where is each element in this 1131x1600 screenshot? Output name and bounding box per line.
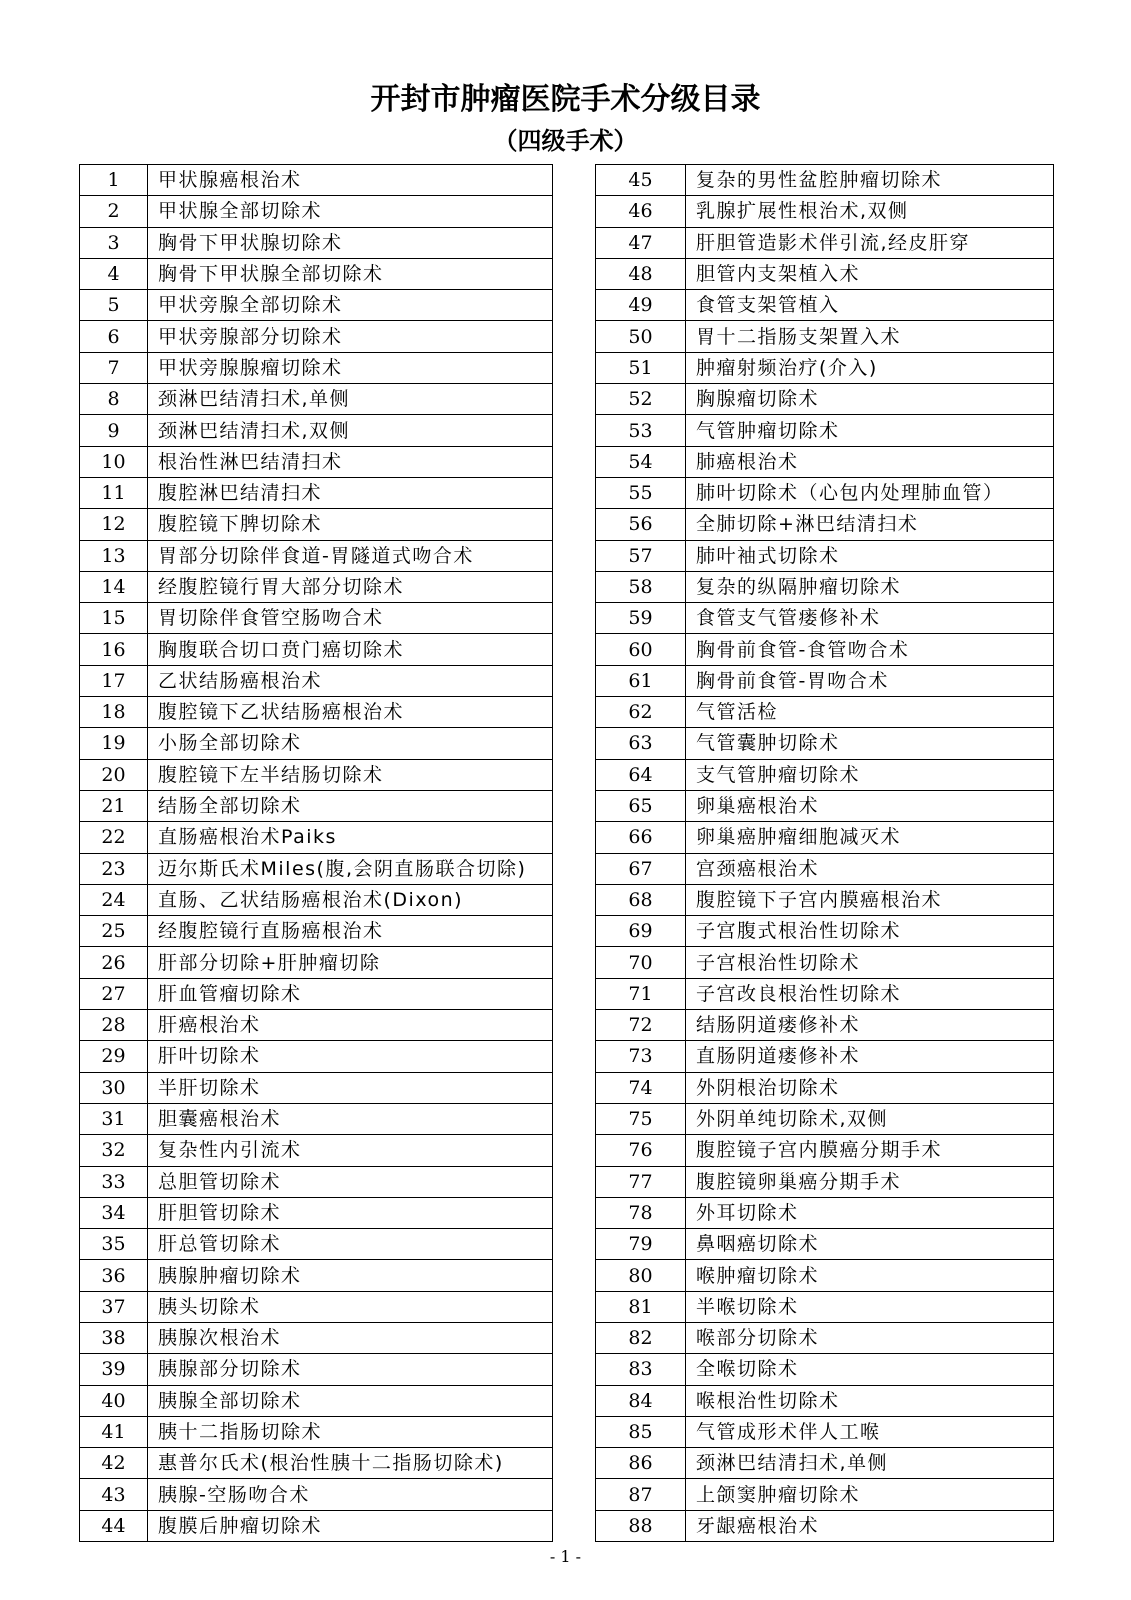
- row-number: 8: [80, 384, 148, 415]
- procedure-name: 复杂的纵隔肿瘤切除术: [686, 571, 1054, 602]
- procedure-name: 腹腔镜卵巢癌分期手术: [686, 1166, 1054, 1197]
- table-row: [596, 884, 1054, 915]
- table-row: [596, 790, 1054, 821]
- row-number: 46: [596, 196, 686, 227]
- table-row: [80, 790, 553, 821]
- table-row: [80, 321, 553, 352]
- procedure-name: 胸腺瘤切除术: [686, 384, 1054, 415]
- table-row: [80, 1260, 553, 1291]
- procedure-name: 气管活检: [686, 697, 1054, 728]
- procedure-name: 迈尔斯氏术Miles(腹,会阴直肠联合切除): [148, 853, 553, 884]
- procedure-name: 惠普尔氏术(根治性胰十二指肠切除术): [148, 1448, 553, 1479]
- procedure-name: 胆管内支架植入术: [686, 258, 1054, 289]
- row-number: 38: [80, 1322, 148, 1353]
- row-number: 13: [80, 540, 148, 571]
- row-number: 19: [80, 728, 148, 759]
- procedure-name: 肺叶袖式切除术: [686, 540, 1054, 571]
- row-number: 86: [596, 1448, 686, 1479]
- procedure-name: 直肠阴道瘘修补术: [686, 1041, 1054, 1072]
- table-row: [80, 1197, 553, 1228]
- procedure-name: 上颌窦肿瘤切除术: [686, 1479, 1054, 1510]
- procedure-name: 腹腔镜下脾切除术: [148, 509, 553, 540]
- row-number: 77: [596, 1166, 686, 1197]
- row-number: 9: [80, 415, 148, 446]
- procedure-name: 胆囊癌根治术: [148, 1103, 553, 1134]
- page-title: 开封市肿瘤医院手术分级目录: [370, 82, 761, 117]
- row-number: 35: [80, 1229, 148, 1260]
- row-number: 43: [80, 1479, 148, 1510]
- procedure-name: 腹腔淋巴结清扫术: [148, 477, 553, 508]
- row-number: 11: [80, 477, 148, 508]
- row-number: 30: [80, 1072, 148, 1103]
- table-row: [80, 603, 553, 634]
- procedure-name: 肝胆管切除术: [148, 1197, 553, 1228]
- row-number: 5: [80, 290, 148, 321]
- table-row: [80, 415, 553, 446]
- procedure-name: 喉部分切除术: [686, 1322, 1054, 1353]
- row-number: 87: [596, 1479, 686, 1510]
- row-number: 29: [80, 1041, 148, 1072]
- procedure-name: 食管支气管瘘修补术: [686, 603, 1054, 634]
- table-row: [596, 1010, 1054, 1041]
- procedure-name: 半喉切除术: [686, 1291, 1054, 1322]
- row-number: 24: [80, 884, 148, 915]
- procedure-name: 子宫根治性切除术: [686, 947, 1054, 978]
- table-row: [596, 352, 1054, 383]
- table-row: [596, 916, 1054, 947]
- procedure-name: 肝总管切除术: [148, 1229, 553, 1260]
- procedure-name: 结肠阴道瘘修补术: [686, 1010, 1054, 1041]
- row-number: 56: [596, 509, 686, 540]
- procedure-name: 胰腺全部切除术: [148, 1385, 553, 1416]
- row-number: 80: [596, 1260, 686, 1291]
- procedure-name: 经腹腔镜行胃大部分切除术: [148, 571, 553, 602]
- table-row: [596, 1260, 1054, 1291]
- table-row: [80, 227, 553, 258]
- procedure-name: 外阴单纯切除术,双侧: [686, 1103, 1054, 1134]
- procedure-name: 卵巢癌肿瘤细胞减灭术: [686, 822, 1054, 853]
- row-number: 74: [596, 1072, 686, 1103]
- table-row: [596, 415, 1054, 446]
- table-row: [80, 1229, 553, 1260]
- row-number: 20: [80, 759, 148, 790]
- procedure-name: 腹腔镜子宫内膜癌分期手术: [686, 1135, 1054, 1166]
- table-row: [596, 1072, 1054, 1103]
- table-row: [596, 1166, 1054, 1197]
- table-row: [80, 697, 553, 728]
- table-row: [596, 1291, 1054, 1322]
- procedure-name: 肝血管瘤切除术: [148, 978, 553, 1009]
- table-row: [80, 978, 553, 1009]
- table-row: [596, 634, 1054, 665]
- row-number: 3: [80, 227, 148, 258]
- row-number: 34: [80, 1197, 148, 1228]
- procedure-name: 胸腹联合切口贲门癌切除术: [148, 634, 553, 665]
- procedure-name: 直肠、乙状结肠癌根治术(Dixon): [148, 884, 553, 915]
- table-row: [596, 165, 1054, 196]
- table-row: [80, 853, 553, 884]
- procedure-name: 胸骨前食管-胃吻合术: [686, 665, 1054, 696]
- procedure-name: 复杂的男性盆腔肿瘤切除术: [686, 165, 1054, 196]
- row-number: 76: [596, 1135, 686, 1166]
- procedure-name: 外耳切除术: [686, 1197, 1054, 1228]
- row-number: 27: [80, 978, 148, 1009]
- row-number: 54: [596, 446, 686, 477]
- table-row: [80, 884, 553, 915]
- row-number: 16: [80, 634, 148, 665]
- table-row: [596, 1041, 1054, 1072]
- procedure-name: 腹膜后肿瘤切除术: [148, 1510, 553, 1541]
- table-row: [80, 1354, 553, 1385]
- table-row: [596, 1448, 1054, 1479]
- procedure-name: 食管支架管植入: [686, 290, 1054, 321]
- table-row: [80, 540, 553, 571]
- table-row: [80, 1010, 553, 1041]
- procedure-name: 甲状旁腺腺瘤切除术: [148, 352, 553, 383]
- procedure-name: 全肺切除+淋巴结清扫术: [686, 509, 1054, 540]
- row-number: 81: [596, 1291, 686, 1322]
- row-number: 69: [596, 916, 686, 947]
- procedure-name: 根治性淋巴结清扫术: [148, 446, 553, 477]
- procedure-name: 乳腺扩展性根治术,双侧: [686, 196, 1054, 227]
- row-number: 63: [596, 728, 686, 759]
- row-number: 39: [80, 1354, 148, 1385]
- table-row: [80, 446, 553, 477]
- procedure-name: 颈淋巴结清扫术,单侧: [148, 384, 553, 415]
- row-number: 18: [80, 697, 148, 728]
- row-number: 4: [80, 258, 148, 289]
- row-number: 10: [80, 446, 148, 477]
- procedure-name: 胸骨下甲状腺切除术: [148, 227, 553, 258]
- procedure-name: 喉根治性切除术: [686, 1385, 1054, 1416]
- procedure-name: 子宫腹式根治性切除术: [686, 916, 1054, 947]
- procedure-name: 胰腺肿瘤切除术: [148, 1260, 553, 1291]
- row-number: 65: [596, 790, 686, 821]
- row-number: 88: [596, 1510, 686, 1541]
- row-number: 23: [80, 853, 148, 884]
- procedure-name: 牙龈癌根治术: [686, 1510, 1054, 1541]
- table-row: [80, 1135, 553, 1166]
- procedure-name: 卵巢癌根治术: [686, 790, 1054, 821]
- table-row: [80, 916, 553, 947]
- procedure-table-left: [79, 164, 553, 1542]
- row-number: 25: [80, 916, 148, 947]
- row-number: 22: [80, 822, 148, 853]
- row-number: 1: [80, 165, 148, 196]
- table-row: [596, 759, 1054, 790]
- procedure-name: 肝癌根治术: [148, 1010, 553, 1041]
- procedure-name: 肺癌根治术: [686, 446, 1054, 477]
- procedure-name: 甲状旁腺全部切除术: [148, 290, 553, 321]
- page-subtitle: （四级手术）: [493, 126, 638, 155]
- row-number: 52: [596, 384, 686, 415]
- procedure-name: 甲状旁腺部分切除术: [148, 321, 553, 352]
- row-number: 73: [596, 1041, 686, 1072]
- procedure-name: 总胆管切除术: [148, 1166, 553, 1197]
- row-number: 55: [596, 477, 686, 508]
- table-row: [80, 1385, 553, 1416]
- row-number: 37: [80, 1291, 148, 1322]
- page-number: - 1 -: [549, 1547, 582, 1566]
- table-row: [596, 1135, 1054, 1166]
- row-number: 70: [596, 947, 686, 978]
- procedure-name: 支气管肿瘤切除术: [686, 759, 1054, 790]
- row-number: 78: [596, 1197, 686, 1228]
- row-number: 48: [596, 258, 686, 289]
- table-row: [596, 665, 1054, 696]
- table-row: [80, 1072, 553, 1103]
- row-number: 36: [80, 1260, 148, 1291]
- procedure-name: 胸骨前食管-食管吻合术: [686, 634, 1054, 665]
- table-row: [80, 1416, 553, 1447]
- table-row: [80, 477, 553, 508]
- table-row: [80, 290, 553, 321]
- table-row: [80, 1166, 553, 1197]
- table-row: [80, 665, 553, 696]
- row-number: 45: [596, 165, 686, 196]
- procedure-table-right: [595, 164, 1054, 1542]
- procedure-name: 外阴根治切除术: [686, 1072, 1054, 1103]
- table-row: [80, 258, 553, 289]
- row-number: 50: [596, 321, 686, 352]
- row-number: 60: [596, 634, 686, 665]
- table-row: [596, 1229, 1054, 1260]
- table-row: [80, 728, 553, 759]
- table-row: [80, 571, 553, 602]
- row-number: 42: [80, 1448, 148, 1479]
- row-number: 64: [596, 759, 686, 790]
- row-number: 62: [596, 697, 686, 728]
- table-row: [596, 1197, 1054, 1228]
- row-number: 31: [80, 1103, 148, 1134]
- row-number: 82: [596, 1322, 686, 1353]
- table-row: [596, 1510, 1054, 1541]
- table-row: [80, 1479, 553, 1510]
- table-row: [80, 165, 553, 196]
- procedure-name: 胰腺次根治术: [148, 1322, 553, 1353]
- row-number: 14: [80, 571, 148, 602]
- row-number: 61: [596, 665, 686, 696]
- table-row: [596, 384, 1054, 415]
- procedure-name: 颈淋巴结清扫术,双侧: [148, 415, 553, 446]
- table-row: [80, 1291, 553, 1322]
- table-row: [596, 978, 1054, 1009]
- row-number: 67: [596, 853, 686, 884]
- table-row: [596, 1322, 1054, 1353]
- row-number: 2: [80, 196, 148, 227]
- row-number: 40: [80, 1385, 148, 1416]
- procedure-name: 胃十二指肠支架置入术: [686, 321, 1054, 352]
- row-number: 12: [80, 509, 148, 540]
- procedure-name: 小肠全部切除术: [148, 728, 553, 759]
- table-row: [596, 947, 1054, 978]
- table-row: [596, 603, 1054, 634]
- table-row: [596, 853, 1054, 884]
- row-number: 17: [80, 665, 148, 696]
- row-number: 53: [596, 415, 686, 446]
- row-number: 26: [80, 947, 148, 978]
- procedure-name: 结肠全部切除术: [148, 790, 553, 821]
- table-row: [596, 697, 1054, 728]
- table-row: [596, 227, 1054, 258]
- row-number: 51: [596, 352, 686, 383]
- procedure-table-left-body: [80, 165, 553, 1542]
- table-row: [80, 352, 553, 383]
- row-number: 33: [80, 1166, 148, 1197]
- table-row: [596, 196, 1054, 227]
- table-row: [596, 477, 1054, 508]
- table-row: [596, 1385, 1054, 1416]
- table-row: [80, 1510, 553, 1541]
- procedure-name: 胰头切除术: [148, 1291, 553, 1322]
- row-number: 66: [596, 822, 686, 853]
- procedure-name: 鼻咽癌切除术: [686, 1229, 1054, 1260]
- procedure-name: 胃切除伴食管空肠吻合术: [148, 603, 553, 634]
- procedure-name: 直肠癌根治术Paiks: [148, 822, 553, 853]
- row-number: 68: [596, 884, 686, 915]
- procedure-table-right-body: [596, 165, 1054, 1542]
- table-row: [596, 1479, 1054, 1510]
- table-row: [80, 509, 553, 540]
- row-number: 41: [80, 1416, 148, 1447]
- row-number: 28: [80, 1010, 148, 1041]
- table-row: [596, 290, 1054, 321]
- row-number: 6: [80, 321, 148, 352]
- procedure-name: 宫颈癌根治术: [686, 853, 1054, 884]
- table-row: [596, 822, 1054, 853]
- row-number: 79: [596, 1229, 686, 1260]
- table-row: [80, 196, 553, 227]
- procedure-name: 胰腺部分切除术: [148, 1354, 553, 1385]
- procedure-name: 胸骨下甲状腺全部切除术: [148, 258, 553, 289]
- table-row: [80, 384, 553, 415]
- procedure-name: 气管囊肿切除术: [686, 728, 1054, 759]
- table-row: [80, 1041, 553, 1072]
- row-number: 75: [596, 1103, 686, 1134]
- procedure-name: 气管肿瘤切除术: [686, 415, 1054, 446]
- table-row: [80, 759, 553, 790]
- table-row: [596, 509, 1054, 540]
- table-row: [596, 446, 1054, 477]
- table-row: [596, 1103, 1054, 1134]
- procedure-name: 胰十二指肠切除术: [148, 1416, 553, 1447]
- row-number: 44: [80, 1510, 148, 1541]
- procedure-name: 胰腺-空肠吻合术: [148, 1479, 553, 1510]
- procedure-name: 腹腔镜下乙状结肠癌根治术: [148, 697, 553, 728]
- table-row: [596, 321, 1054, 352]
- table-row: [80, 634, 553, 665]
- row-number: 83: [596, 1354, 686, 1385]
- table-row: [596, 258, 1054, 289]
- procedure-name: 喉肿瘤切除术: [686, 1260, 1054, 1291]
- row-number: 49: [596, 290, 686, 321]
- procedure-name: 肿瘤射频治疗(介入): [686, 352, 1054, 383]
- row-number: 59: [596, 603, 686, 634]
- table-row: [596, 1354, 1054, 1385]
- procedure-name: 子宫改良根治性切除术: [686, 978, 1054, 1009]
- row-number: 7: [80, 352, 148, 383]
- row-number: 84: [596, 1385, 686, 1416]
- procedure-name: 肝叶切除术: [148, 1041, 553, 1072]
- row-number: 57: [596, 540, 686, 571]
- procedure-name: 腹腔镜下子宫内膜癌根治术: [686, 884, 1054, 915]
- procedure-name: 肝胆管造影术伴引流,经皮肝穿: [686, 227, 1054, 258]
- procedure-name: 全喉切除术: [686, 1354, 1054, 1385]
- table-row: [80, 822, 553, 853]
- procedure-name: 复杂性内引流术: [148, 1135, 553, 1166]
- procedure-name: 甲状腺癌根治术: [148, 165, 553, 196]
- procedure-name: 乙状结肠癌根治术: [148, 665, 553, 696]
- table-row: [596, 1416, 1054, 1447]
- procedure-name: 腹腔镜下左半结肠切除术: [148, 759, 553, 790]
- table-row: [80, 947, 553, 978]
- procedure-name: 胃部分切除伴食道-胃隧道式吻合术: [148, 540, 553, 571]
- procedure-name: 经腹腔镜行直肠癌根治术: [148, 916, 553, 947]
- table-row: [596, 540, 1054, 571]
- row-number: 21: [80, 790, 148, 821]
- table-row: [596, 571, 1054, 602]
- table-row: [80, 1322, 553, 1353]
- procedure-name: 颈淋巴结清扫术,单侧: [686, 1448, 1054, 1479]
- row-number: 32: [80, 1135, 148, 1166]
- row-number: 85: [596, 1416, 686, 1447]
- procedure-name: 气管成形术伴人工喉: [686, 1416, 1054, 1447]
- table-row: [80, 1103, 553, 1134]
- procedure-name: 肝部分切除+肝肿瘤切除: [148, 947, 553, 978]
- procedure-name: 肺叶切除术（心包内处理肺血管）: [686, 477, 1054, 508]
- row-number: 71: [596, 978, 686, 1009]
- table-row: [80, 1448, 553, 1479]
- procedure-name: 甲状腺全部切除术: [148, 196, 553, 227]
- row-number: 15: [80, 603, 148, 634]
- row-number: 47: [596, 227, 686, 258]
- row-number: 58: [596, 571, 686, 602]
- row-number: 72: [596, 1010, 686, 1041]
- procedure-name: 半肝切除术: [148, 1072, 553, 1103]
- table-row: [596, 728, 1054, 759]
